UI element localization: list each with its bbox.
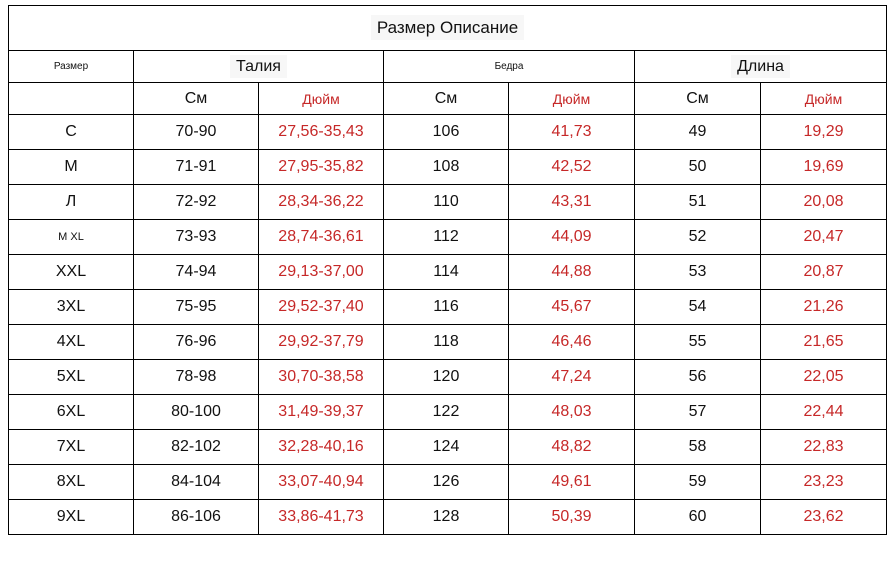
hips-inch-cell: 44,09 — [509, 220, 635, 255]
waist-cm-cell: 70-90 — [134, 115, 259, 150]
hips-cm-cell: 120 — [384, 360, 509, 395]
waist-cm-cell: 80-100 — [134, 395, 259, 430]
table-row — [9, 430, 887, 465]
header-waist: Талия — [134, 51, 384, 83]
hips-inch-cell: 48,82 — [509, 430, 635, 465]
hips-inch-cell: 48,03 — [509, 395, 635, 430]
header-length-inch: Дюйм — [761, 83, 887, 115]
length-cm-cell: 59 — [635, 465, 761, 500]
hips-inch-cell: 45,67 — [509, 290, 635, 325]
table-row — [9, 185, 887, 220]
header-size-blank — [9, 83, 134, 115]
length-inch-cell: 20,08 — [761, 185, 887, 220]
table-row — [9, 395, 887, 430]
length-cm-cell: 52 — [635, 220, 761, 255]
hips-cm-cell: 112 — [384, 220, 509, 255]
length-inch-cell: 22,05 — [761, 360, 887, 395]
length-inch-cell: 22,83 — [761, 430, 887, 465]
size-cell: 4XL — [9, 325, 134, 360]
size-cell: M — [9, 150, 134, 185]
table-row — [9, 150, 887, 185]
waist-inch-cell: 33,07-40,94 — [259, 465, 384, 500]
waist-inch-cell: 32,28-40,16 — [259, 430, 384, 465]
size-cell: Л — [9, 185, 134, 220]
hips-inch-cell: 44,88 — [509, 255, 635, 290]
waist-inch-cell: 27,95-35,82 — [259, 150, 384, 185]
header-hips-inch: Дюйм — [509, 83, 635, 115]
table-row — [9, 255, 887, 290]
length-inch-cell: 19,29 — [761, 115, 887, 150]
waist-inch-cell: 29,52-37,40 — [259, 290, 384, 325]
length-inch-cell: 20,47 — [761, 220, 887, 255]
waist-inch-cell: 28,74-36,61 — [259, 220, 384, 255]
hips-cm-cell: 124 — [384, 430, 509, 465]
waist-cm-cell: 84-104 — [134, 465, 259, 500]
waist-cm-cell: 78-98 — [134, 360, 259, 395]
size-cell: M XL — [9, 220, 134, 255]
length-inch-cell: 20,87 — [761, 255, 887, 290]
hips-inch-cell: 42,52 — [509, 150, 635, 185]
waist-inch-cell: 27,56-35,43 — [259, 115, 384, 150]
table-row — [9, 500, 887, 535]
length-inch-cell: 22,44 — [761, 395, 887, 430]
size-cell: C — [9, 115, 134, 150]
hips-cm-cell: 118 — [384, 325, 509, 360]
size-cell: 5XL — [9, 360, 134, 395]
waist-cm-cell: 76-96 — [134, 325, 259, 360]
size-cell: 8XL — [9, 465, 134, 500]
size-cell: 6XL — [9, 395, 134, 430]
waist-cm-cell: 82-102 — [134, 430, 259, 465]
length-cm-cell: 53 — [635, 255, 761, 290]
waist-inch-cell: 29,92-37,79 — [259, 325, 384, 360]
size-cell: 9XL — [9, 500, 134, 535]
length-cm-cell: 58 — [635, 430, 761, 465]
size-chart — [8, 5, 886, 535]
waist-inch-cell: 30,70-38,58 — [259, 360, 384, 395]
table-row — [9, 465, 887, 500]
waist-cm-cell: 72-92 — [134, 185, 259, 220]
length-cm-cell: 50 — [635, 150, 761, 185]
hips-inch-cell: 46,46 — [509, 325, 635, 360]
hips-cm-cell: 122 — [384, 395, 509, 430]
header-size: Размер — [9, 51, 134, 83]
waist-inch-cell: 31,49-39,37 — [259, 395, 384, 430]
waist-cm-cell: 71-91 — [134, 150, 259, 185]
waist-inch-cell: 29,13-37,00 — [259, 255, 384, 290]
table-row — [9, 360, 887, 395]
header-hips-cm: См — [384, 83, 509, 115]
hips-cm-cell: 116 — [384, 290, 509, 325]
length-cm-cell: 60 — [635, 500, 761, 535]
header-length: Длина — [635, 51, 887, 83]
size-table — [8, 5, 887, 535]
header-waist-inch: Дюйм — [259, 83, 384, 115]
hips-cm-cell: 128 — [384, 500, 509, 535]
hips-cm-cell: 114 — [384, 255, 509, 290]
size-cell: 7XL — [9, 430, 134, 465]
size-cell: XXL — [9, 255, 134, 290]
size-cell: 3XL — [9, 290, 134, 325]
length-cm-cell: 55 — [635, 325, 761, 360]
waist-inch-cell: 33,86-41,73 — [259, 500, 384, 535]
length-cm-cell: 54 — [635, 290, 761, 325]
hips-inch-cell: 50,39 — [509, 500, 635, 535]
header-waist-cm: См — [134, 83, 259, 115]
hips-inch-cell: 43,31 — [509, 185, 635, 220]
length-inch-cell: 21,65 — [761, 325, 887, 360]
waist-cm-cell: 73-93 — [134, 220, 259, 255]
table-row — [9, 325, 887, 360]
length-cm-cell: 49 — [635, 115, 761, 150]
hips-cm-cell: 110 — [384, 185, 509, 220]
waist-cm-cell: 75-95 — [134, 290, 259, 325]
length-cm-cell: 51 — [635, 185, 761, 220]
waist-cm-cell: 86-106 — [134, 500, 259, 535]
waist-cm-cell: 74-94 — [134, 255, 259, 290]
length-inch-cell: 19,69 — [761, 150, 887, 185]
hips-cm-cell: 126 — [384, 465, 509, 500]
hips-inch-cell: 47,24 — [509, 360, 635, 395]
header-hips: Бедра — [384, 51, 635, 83]
hips-inch-cell: 49,61 — [509, 465, 635, 500]
length-inch-cell: 23,23 — [761, 465, 887, 500]
length-inch-cell: 21,26 — [761, 290, 887, 325]
header-length-cm: См — [635, 83, 761, 115]
table-title: Размер Описание — [9, 6, 887, 51]
length-cm-cell: 56 — [635, 360, 761, 395]
waist-inch-cell: 28,34-36,22 — [259, 185, 384, 220]
length-inch-cell: 23,62 — [761, 500, 887, 535]
hips-cm-cell: 108 — [384, 150, 509, 185]
hips-inch-cell: 41,73 — [509, 115, 635, 150]
length-cm-cell: 57 — [635, 395, 761, 430]
hips-cm-cell: 106 — [384, 115, 509, 150]
table-row — [9, 115, 887, 150]
table-row — [9, 220, 887, 255]
table-row — [9, 290, 887, 325]
